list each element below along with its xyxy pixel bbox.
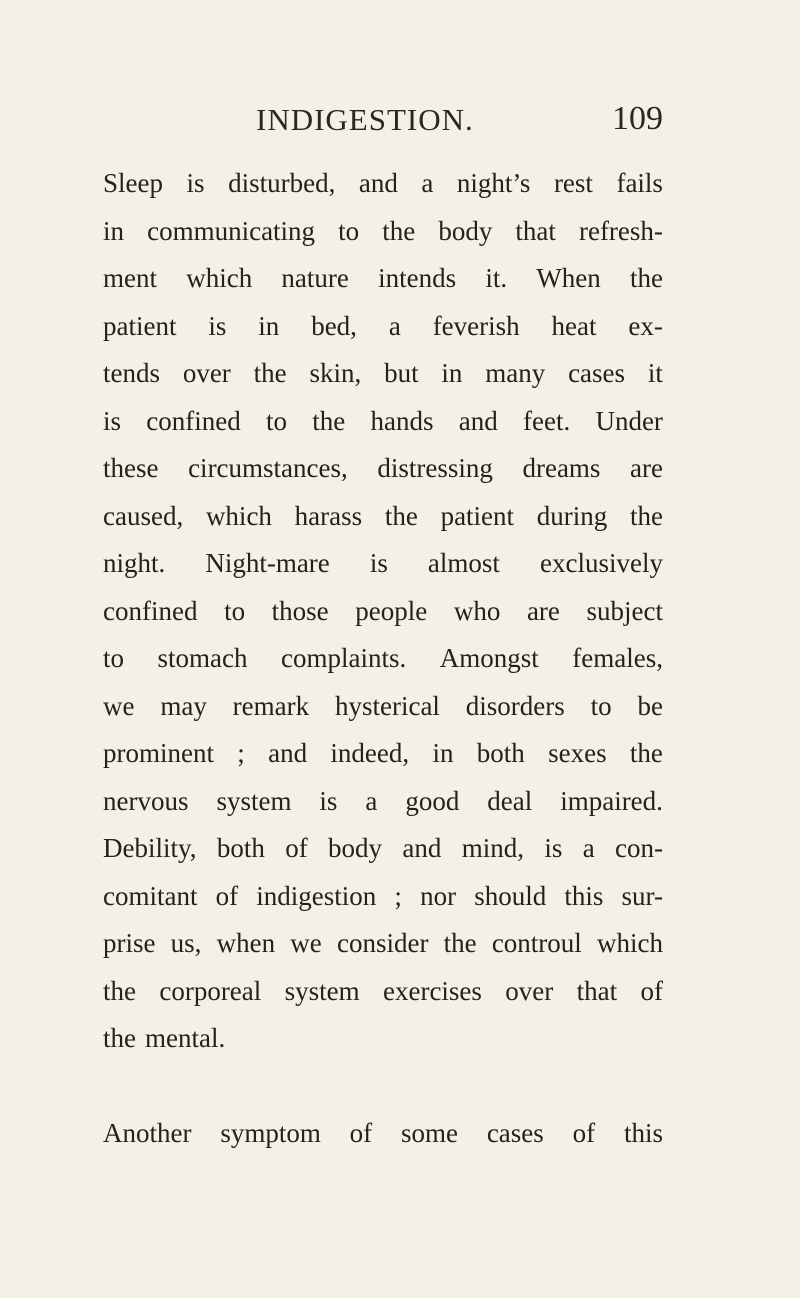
word: during [536,500,608,531]
word: to [265,405,287,436]
word: body [438,215,493,246]
word: are [526,595,560,626]
word: refresh- [578,215,663,246]
word: indigestion [256,880,377,911]
text-line [103,635,663,683]
text-line [103,730,663,778]
word: is [544,833,563,863]
word: which [186,263,253,293]
word: both [216,833,265,863]
word: a [388,310,401,341]
word: of [215,880,239,911]
word: cases [486,1118,544,1148]
word: of [640,975,663,1006]
word: Sleep [103,168,163,198]
word: which [596,928,663,958]
text-line [103,445,663,493]
word: mental. [145,1023,226,1053]
word: cases [568,358,626,388]
word: when [216,928,276,958]
word: ; [237,738,245,768]
word: disorders [465,690,565,721]
word: to [590,690,612,721]
word: this [564,880,604,911]
word: fails [616,168,663,198]
word: tends [103,358,160,388]
word: that [515,215,556,246]
word: some [400,1118,458,1148]
word: indeed, [330,738,410,768]
running-head-title: INDIGESTION. [256,102,474,137]
page-number: 109 [612,100,663,137]
word: the [384,500,418,531]
word: rest [553,168,593,198]
word: consider [336,928,429,958]
word: impaired. [560,785,663,816]
word: harass [294,500,363,531]
word: of [572,1118,596,1148]
word: feet. [522,405,571,436]
word: these [103,453,159,483]
word: corporeal [159,975,262,1006]
word: over [182,358,231,388]
word: Amongst [439,643,539,673]
word: exercises [382,975,482,1006]
word: that [576,975,618,1006]
word: system [216,785,292,816]
word: subject [586,595,663,626]
word: nor [420,880,457,911]
word: is [208,310,227,341]
word: symptom [220,1118,321,1148]
word: the [103,1023,136,1053]
word: body [328,833,383,863]
word: stomach [157,643,248,673]
word: in [103,215,125,246]
word: sur- [621,880,663,911]
word: confined [146,405,241,436]
word: both [476,738,525,768]
word: sexes [548,738,607,768]
word: this [623,1118,663,1148]
word: patient [440,500,515,531]
word: When [536,263,601,293]
word: us, [170,928,202,958]
word: a [365,785,378,816]
text-line [103,873,663,921]
word: should [474,880,547,911]
word: Another [103,1118,192,1148]
word: hysterical [334,690,440,721]
text-line [103,920,663,968]
word: to [338,215,360,246]
word: prise [103,928,156,958]
word: is [319,785,338,816]
word: may [160,690,207,721]
word: a [582,833,595,863]
body-text [103,160,663,1158]
word: the [103,975,136,1006]
word: ex- [628,310,663,341]
word: be [637,690,663,721]
word: is [369,548,388,578]
word: night. [103,548,166,578]
word: which [205,500,272,531]
word: it. [485,263,508,293]
word: and [358,168,398,198]
word: the [630,263,663,293]
text-line [103,208,663,256]
word: deal [487,785,533,816]
word: system [284,975,360,1006]
word: bed, [311,310,357,341]
word: the [253,358,287,388]
word: distressing [377,453,493,483]
word: the [629,738,663,768]
word: the [312,405,346,436]
word: intends [378,263,457,293]
text-line [103,255,663,303]
word: good [405,785,460,816]
word: and [402,833,442,863]
word: the [382,215,416,246]
word: confined [103,595,198,626]
word: is [186,168,205,198]
text-line [103,683,663,731]
word: remark [232,690,310,721]
text-line [103,160,663,208]
word: dreams [522,453,601,483]
text-line [103,778,663,826]
word: feverish [432,310,520,341]
word: in [258,310,280,341]
word: skin, [309,358,362,388]
word: con- [615,833,663,863]
text-line [103,588,663,636]
word: females, [572,643,663,673]
word: people [355,595,428,626]
word: caused, [103,500,184,531]
word: the [629,500,663,531]
word: nature [281,263,349,293]
text-line [103,303,663,351]
word: ; [394,880,402,911]
word: Night-mare [205,548,330,578]
word: to [224,595,246,626]
text-line [103,825,663,873]
word: of [349,1118,373,1148]
word: exclusively [539,548,663,578]
word: Debility, [103,833,197,863]
word: who [453,595,501,626]
word: of [285,833,308,863]
word: we [290,928,322,958]
word: mind, [461,833,524,863]
word: in [432,738,454,768]
word: and [268,738,308,768]
word: almost [427,548,500,578]
paragraph [103,160,663,1063]
word: nervous [103,785,189,816]
word: prominent [103,738,214,768]
text-line [103,398,663,446]
word: those [271,595,329,626]
text-line [103,1110,663,1158]
word: hands [370,405,434,436]
running-head [0,102,800,142]
word: Under [595,405,663,436]
word: night’s [456,168,531,198]
word: controul [491,928,582,958]
text-line [103,350,663,398]
word: complaints. [281,643,407,673]
paragraph-gap [103,1063,663,1111]
word: over [505,975,554,1006]
word: heat [551,310,597,341]
word: it [647,358,663,388]
paragraph [103,1110,663,1158]
text-line [103,493,663,541]
text-line [103,540,663,588]
word: patient [103,310,177,341]
text-line [103,968,663,1016]
word: are [630,453,663,483]
word: in [441,358,463,388]
word: comitant [103,880,198,911]
word: and [458,405,498,436]
word: circumstances, [188,453,348,483]
word: disturbed, [228,168,336,198]
word: the [443,928,477,958]
word: is [103,405,122,436]
word: communicating [147,215,316,246]
word: to [103,643,125,673]
word: many [485,358,546,388]
word: we [103,690,135,721]
word: but [384,358,419,388]
word: a [421,168,434,198]
text-line [103,1015,663,1063]
word: ment [103,263,157,293]
